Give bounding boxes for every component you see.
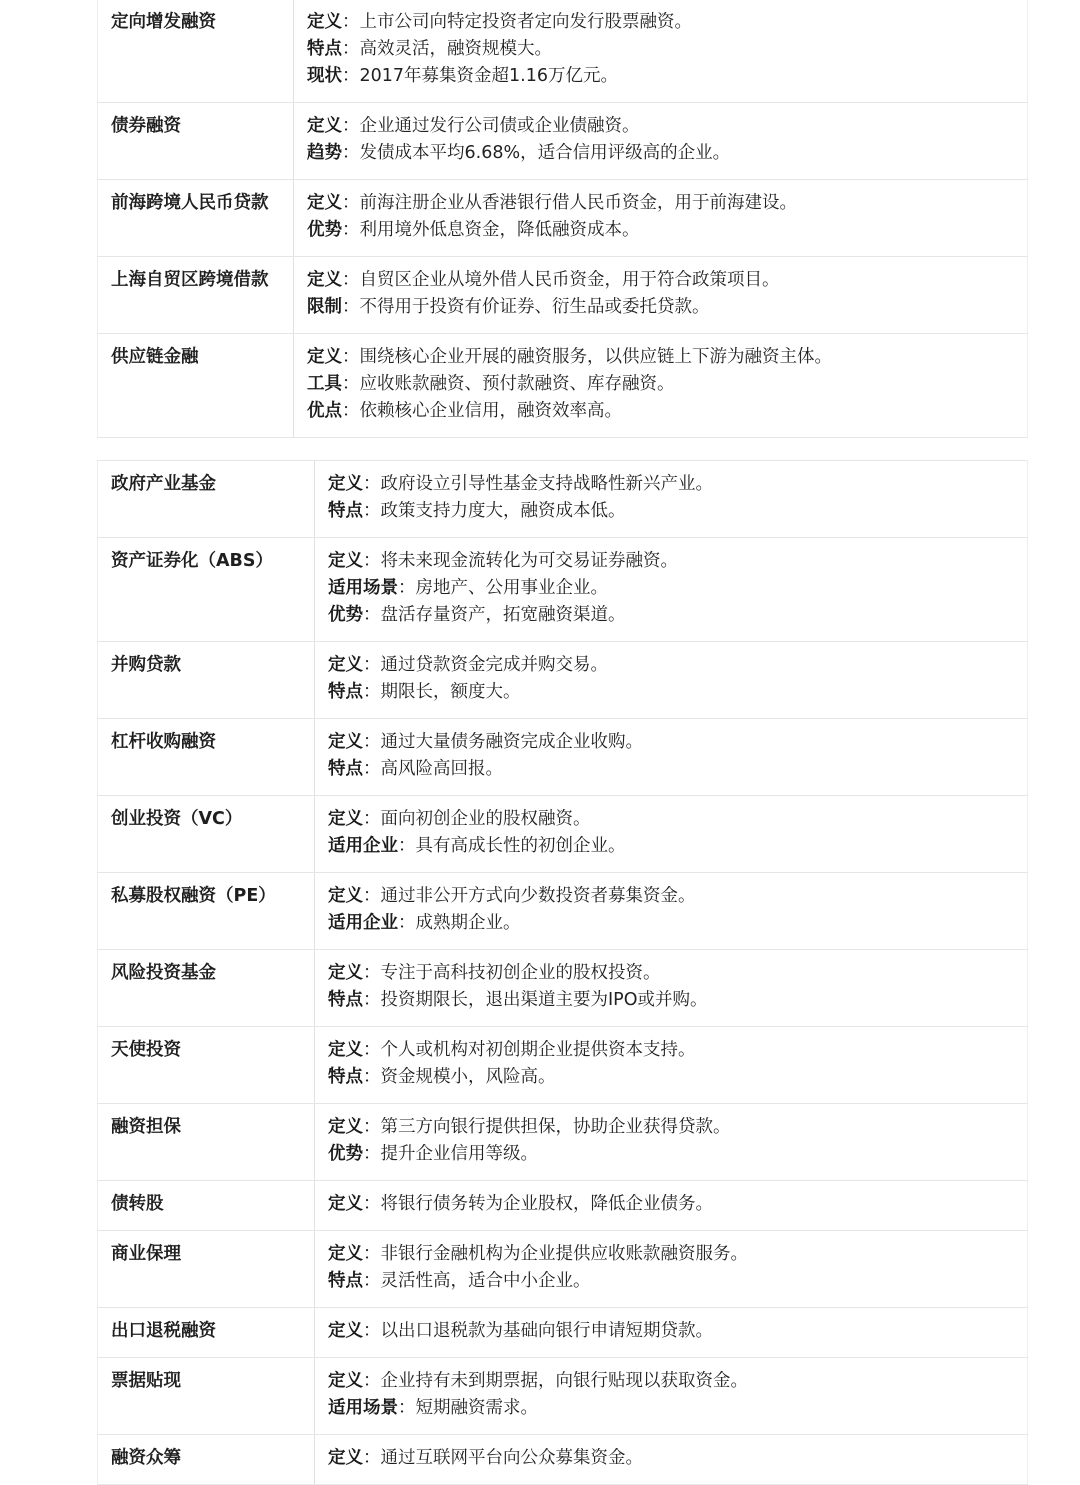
financing-term: 债转股 [98,1181,315,1231]
detail-key: 优势 [328,1144,363,1164]
detail-text: 以出口退税款为基础向银行申请短期贷款。 [380,1321,713,1341]
detail-key: 定义 [328,1448,363,1468]
detail-colon: ： [363,1321,381,1341]
financing-details [294,180,1028,257]
table-row [98,103,1028,180]
detail-line [328,1445,1015,1472]
detail-key: 定义 [328,1194,363,1214]
detail-line [328,602,1015,629]
detail-text: 第三方向银行提供担保，协助企业获得贷款。 [380,1117,731,1137]
detail-colon: ： [363,1271,381,1291]
financing-term: 供应链金融 [98,334,294,438]
detail-text: 成熟期企业。 [415,913,521,933]
detail-key: 定义 [328,551,363,571]
detail-text: 依赖核心企业信用，融资效率高。 [359,401,622,421]
detail-line [307,36,1015,63]
detail-text: 政府设立引导性基金支持战略性新兴产业。 [380,474,713,494]
detail-line [307,190,1015,217]
detail-text: 围绕核心企业开展的融资服务，以供应链上下游为融资主体。 [359,347,832,367]
detail-text: 短期融资需求。 [415,1398,538,1418]
financing-details [315,1435,1028,1485]
detail-colon: ： [342,220,360,240]
detail-line [328,471,1015,498]
detail-colon: ： [342,347,360,367]
financing-details [315,642,1028,719]
financing-details [315,1104,1028,1181]
table-row [98,1308,1028,1358]
financing-term: 创业投资（VC） [98,796,315,873]
financing-term: 天使投资 [98,1027,315,1104]
detail-text: 具有高成长性的初创企业。 [415,836,626,856]
detail-colon: ： [342,270,360,290]
detail-text: 资金规模小，风险高。 [380,1067,556,1087]
detail-key: 适用企业 [328,836,398,856]
financing-term: 上海自贸区跨境借款 [98,257,294,334]
detail-line [328,883,1015,910]
detail-line [307,63,1015,90]
detail-colon: ： [342,401,360,421]
detail-line [328,960,1015,987]
detail-text: 应收账款融资、预付款融资、库存融资。 [359,374,675,394]
detail-colon: ： [363,1067,381,1087]
financing-term: 前海跨境人民币贷款 [98,180,294,257]
detail-text: 灵活性高，适合中小企业。 [380,1271,591,1291]
detail-colon: ： [363,605,381,625]
detail-colon: ： [363,551,381,571]
financing-details [294,334,1028,438]
financing-details [294,0,1028,103]
detail-line [328,729,1015,756]
detail-text: 前海注册企业从香港银行借人民币资金，用于前海建设。 [359,193,797,213]
detail-colon: ： [363,501,381,521]
detail-line [328,1368,1015,1395]
financing-term: 政府产业基金 [98,461,315,538]
detail-text: 利用境外低息资金，降低融资成本。 [359,220,640,240]
detail-line [328,1141,1015,1168]
detail-key: 适用场景 [328,1398,398,1418]
detail-key: 定义 [328,963,363,983]
detail-key: 限制 [307,297,342,317]
detail-colon: ： [363,1194,381,1214]
table-row [98,1104,1028,1181]
table-row [98,950,1028,1027]
financing-term: 债券融资 [98,103,294,180]
detail-line [307,113,1015,140]
detail-colon: ： [398,913,416,933]
detail-key: 定义 [328,732,363,752]
detail-text: 非银行金融机构为企业提供应收账款融资服务。 [380,1244,748,1264]
detail-colon: ： [363,1040,381,1060]
detail-line [328,575,1015,602]
table-row [98,538,1028,642]
detail-line [328,756,1015,783]
detail-key: 适用场景 [328,578,398,598]
detail-key: 特点 [328,759,363,779]
detail-colon: ： [342,66,360,86]
detail-line [328,1241,1015,1268]
financing-term: 私募股权融资（PE） [98,873,315,950]
detail-text: 高风险高回报。 [380,759,503,779]
detail-line [328,1318,1015,1345]
detail-line [328,910,1015,937]
detail-line [307,371,1015,398]
detail-key: 现状 [307,66,342,86]
detail-colon: ： [342,12,360,32]
detail-line [328,833,1015,860]
detail-colon: ： [363,1371,381,1391]
financing-details [315,1358,1028,1435]
table-row [98,1358,1028,1435]
financing-details [315,538,1028,642]
detail-colon: ： [363,990,381,1010]
detail-text: 高效灵活，融资规模大。 [359,39,552,59]
detail-key: 适用企业 [328,913,398,933]
detail-text: 面向初创企业的股权融资。 [380,809,591,829]
financing-term: 出口退税融资 [98,1308,315,1358]
detail-colon: ： [398,578,416,598]
financing-details [315,1181,1028,1231]
detail-key: 定义 [328,474,363,494]
detail-key: 定义 [328,655,363,675]
table-row [98,1231,1028,1308]
detail-text: 上市公司向特定投资者定向发行股票融资。 [359,12,692,32]
table-row [98,1027,1028,1104]
detail-text: 政策支持力度大，融资成本低。 [380,501,626,521]
detail-colon: ： [363,809,381,829]
detail-text: 投资期限长，退出渠道主要为IPO或并购。 [380,990,708,1010]
detail-text: 期限长，额度大。 [380,682,521,702]
table-row [98,334,1028,438]
financing-term: 并购贷款 [98,642,315,719]
detail-key: 特点 [328,1271,363,1291]
detail-key: 定义 [307,347,342,367]
detail-line [307,267,1015,294]
table-row [98,1181,1028,1231]
detail-key: 优势 [307,220,342,240]
financing-details [294,103,1028,180]
detail-line [307,217,1015,244]
detail-text: 企业通过发行公司债或企业债融资。 [359,116,640,136]
detail-colon: ： [342,193,360,213]
detail-key: 定义 [307,12,342,32]
detail-key: 特点 [307,39,342,59]
detail-key: 定义 [328,886,363,906]
detail-text: 将未来现金流转化为可交易证券融资。 [380,551,678,571]
detail-colon: ： [398,836,416,856]
detail-line [328,1395,1015,1422]
financing-term: 票据贴现 [98,1358,315,1435]
detail-text: 通过大量债务融资完成企业收购。 [380,732,643,752]
financing-term: 杠杆收购融资 [98,719,315,796]
financing-table-1 [97,0,1028,438]
financing-details [315,1027,1028,1104]
detail-line [328,1191,1015,1218]
detail-colon: ： [363,474,381,494]
detail-key: 特点 [328,501,363,521]
detail-colon: ： [363,886,381,906]
detail-colon: ： [363,963,381,983]
detail-key: 定义 [307,116,342,136]
financing-details [315,796,1028,873]
detail-line [328,987,1015,1014]
financing-term: 风险投资基金 [98,950,315,1027]
detail-key: 优点 [307,401,342,421]
detail-key: 定义 [328,1040,363,1060]
financing-details [315,1231,1028,1308]
financing-term: 商业保理 [98,1231,315,1308]
detail-text: 个人或机构对初创期企业提供资本支持。 [380,1040,696,1060]
detail-colon: ： [363,732,381,752]
detail-colon: ： [363,682,381,702]
detail-text: 通过贷款资金完成并购交易。 [380,655,608,675]
detail-line [328,652,1015,679]
detail-line [328,806,1015,833]
table-row [98,796,1028,873]
financing-term: 定向增发融资 [98,0,294,103]
detail-text: 不得用于投资有价证券、衍生品或委托贷款。 [359,297,710,317]
detail-colon: ： [363,1117,381,1137]
detail-text: 自贸区企业从境外借人民币资金，用于符合政策项目。 [359,270,780,290]
detail-line [328,498,1015,525]
detail-colon: ： [342,297,360,317]
detail-key: 定义 [328,1244,363,1264]
detail-line [328,548,1015,575]
detail-key: 特点 [328,682,363,702]
detail-key: 特点 [328,990,363,1010]
table-row [98,0,1028,103]
detail-colon: ： [363,1448,381,1468]
detail-key: 优势 [328,605,363,625]
detail-colon: ： [363,759,381,779]
table-row [98,180,1028,257]
financing-details [315,950,1028,1027]
detail-colon: ： [398,1398,416,1418]
financing-details [315,719,1028,796]
detail-key: 趋势 [307,143,342,163]
detail-colon: ： [363,1244,381,1264]
detail-text: 盘活存量资产，拓宽融资渠道。 [380,605,626,625]
detail-line [328,679,1015,706]
financing-term: 融资众筹 [98,1435,315,1485]
detail-text: 将银行债务转为企业股权，降低企业债务。 [380,1194,713,1214]
detail-text: 提升企业信用等级。 [380,1144,538,1164]
detail-line [328,1268,1015,1295]
detail-key: 特点 [328,1067,363,1087]
financing-details [315,1308,1028,1358]
table-row [98,257,1028,334]
detail-colon: ： [342,116,360,136]
table-row [98,1435,1028,1485]
detail-line [328,1037,1015,1064]
detail-text: 2017年募集资金超1.16万亿元。 [359,66,619,86]
detail-colon: ： [363,655,381,675]
detail-colon: ： [342,39,360,59]
detail-text: 专注于高科技初创企业的股权投资。 [380,963,661,983]
detail-line [328,1064,1015,1091]
financing-details [315,873,1028,950]
detail-line [307,344,1015,371]
detail-line [328,1114,1015,1141]
detail-colon: ： [342,143,360,163]
detail-key: 定义 [307,270,342,290]
detail-text: 通过非公开方式向少数投资者募集资金。 [380,886,696,906]
detail-colon: ： [363,1144,381,1164]
detail-text: 发债成本平均6.68%，适合信用评级高的企业。 [359,143,731,163]
financing-table-2 [97,460,1028,1485]
detail-text: 通过互联网平台向公众募集资金。 [380,1448,643,1468]
detail-colon: ： [342,374,360,394]
detail-key: 定义 [328,1117,363,1137]
financing-details [294,257,1028,334]
detail-key: 定义 [328,809,363,829]
table-row [98,719,1028,796]
detail-text: 房地产、公用事业企业。 [415,578,608,598]
table-row [98,873,1028,950]
table-row [98,642,1028,719]
detail-key: 定义 [328,1371,363,1391]
detail-text: 企业持有未到期票据，向银行贴现以获取资金。 [380,1371,748,1391]
detail-key: 定义 [307,193,342,213]
detail-key: 定义 [328,1321,363,1341]
detail-line [307,9,1015,36]
detail-line [307,294,1015,321]
detail-line [307,140,1015,167]
financing-details [315,461,1028,538]
financing-term: 资产证券化（ABS） [98,538,315,642]
detail-line [307,398,1015,425]
financing-term: 融资担保 [98,1104,315,1181]
table-row [98,461,1028,538]
detail-key: 工具 [307,374,342,394]
